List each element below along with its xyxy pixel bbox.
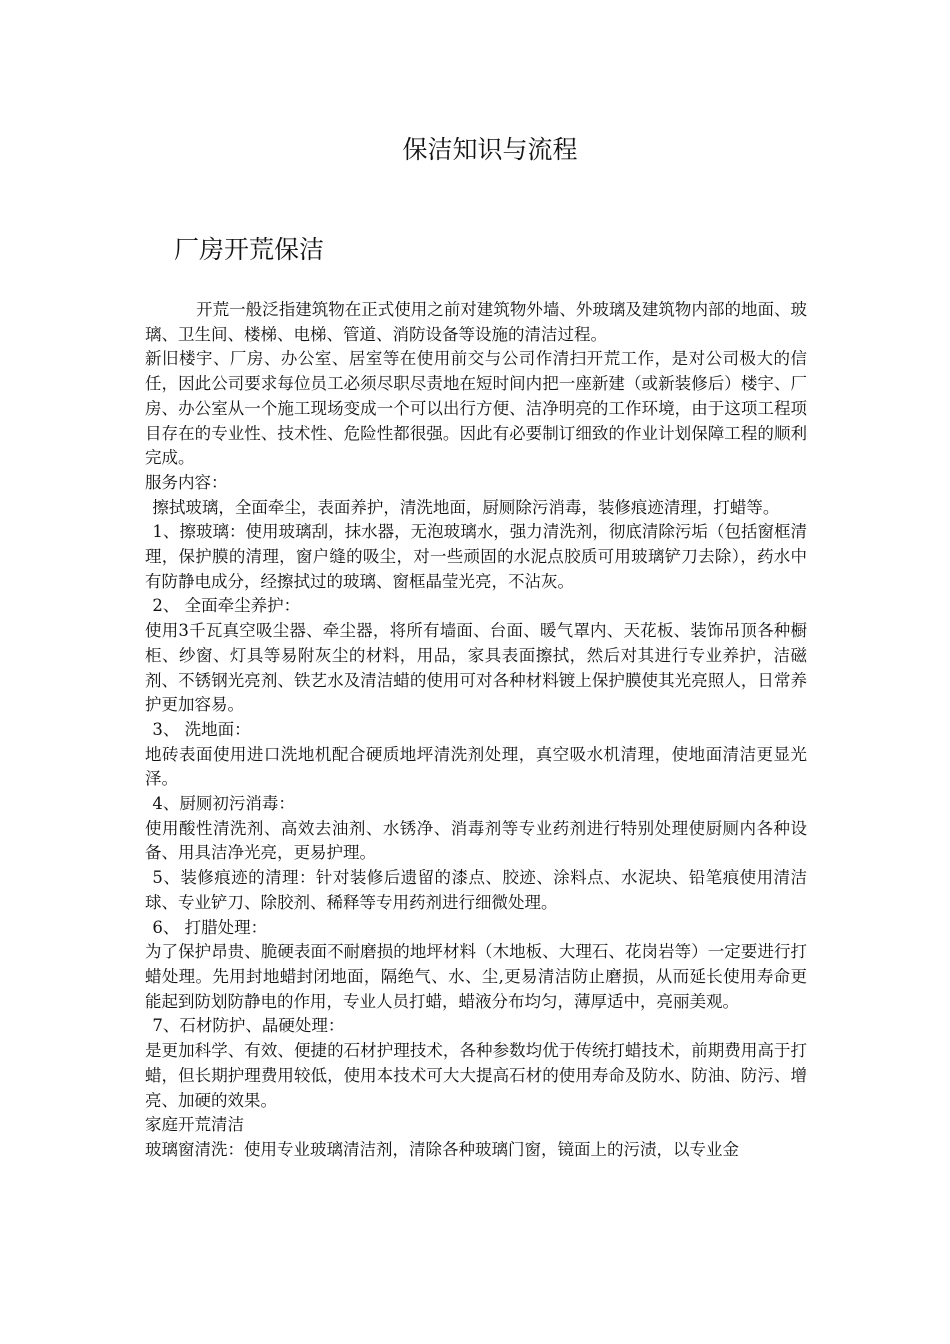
paragraph-item-7-body: 是更加科学、有效、便捷的石材护理技术，各种参数均优于传统打蜡技术，前期费用高于打蜡，但长期护理费用较低，使用本技术可大大提高石材的使用寿命及防水、防油、防污、增亮、加硬的效果。 (145, 1041, 807, 1110)
paragraph-item-6-body: 为了保护昂贵、脆硬表面不耐磨损的地坪材料（木地板、大理石、花岗岩等）一定要进行打蜡处理。先用封地蜡封闭地面，隔绝气、水、尘,更易清洁防止磨损，从而延长使用寿命更能起到防划防静电的作用，专业人员打蜡，蜡液分布均匀，薄厚适中，亮丽美观。 (145, 942, 807, 1011)
paragraph-background: 新旧楼宇、厂房、办公室、居室等在使用前交与公司作清扫开荒工作，是对公司极大的信任，因此公司要求每位员工必须尽职尽责地在短时间内把一座新建（或新装修后）楼宇、厂房、办公室从一个施工现场变成一个可以出行方便、洁净明亮的工作环境，由于这项工程项目存在的专业性、技术性、危险性都很强。因此有必要制订细致的作业计划保障工程的顺利完成。 (145, 349, 807, 468)
paragraph-item-7-heading: 7、石材防护、晶硬处理： (152, 1016, 345, 1036)
paragraph-service-label: 服务内容： (145, 472, 228, 492)
paragraph-item-4-body: 使用酸性清洗剂、高效去油剂、水锈净、消毒剂等专业药剂进行特别处理使厨厕内各种设备、用具洁净光亮，更易护理。 (145, 818, 807, 863)
paragraph-service-summary: 擦拭玻璃，全面牵尘，表面养护，清洗地面，厨厕除污消毒，装修痕迹清理，打蜡等。 (152, 497, 780, 517)
paragraph-item-3-heading: 3、 洗地面： (152, 719, 251, 739)
paragraph-item-1: 1、擦玻璃：使用玻璃刮，抹水器，无泡玻璃水，强力清洗剂，彻底清除污垢（包括窗框清理，保护膜的清理，窗户缝的吸尘，对一些顽固的水泥点胶质可用玻璃铲刀去除），药水中有防静电成分，经擦拭过的玻璃、窗框晶莹光亮，不沾灰。 (145, 522, 807, 591)
paragraph-home-heading: 家庭开荒清洁 (145, 1115, 244, 1135)
document-title: 保洁知识与流程 (402, 135, 578, 164)
paragraph-item-3-body: 地砖表面使用进口洗地机配合硬质地坪清洗剂处理，真空吸水机清理，使地面清洁更显光泽。 (145, 744, 807, 789)
paragraph-item-6-heading: 6、 打腊处理： (152, 917, 268, 937)
paragraph-intro: 开荒一般泛指建筑物在正式使用之前对建筑物外墙、外玻璃及建筑物内部的地面、玻璃、卫生间、楼梯、电梯、管道、消防设备等设施的清洁过程。 (145, 300, 807, 344)
paragraph-item-2-body: 使用3千瓦真空吸尘器、牵尘器，将所有墙面、台面、暖气罩内、天花板、装饰吊顶各种橱柜、纱窗、灯具等易附灰尘的材料，用品，家具表面擦拭，然后对其进行专业养护，洁磁剂、不锈钢光亮剂、铁艺水及清洁蜡的使用可对各种材料镀上保护膜使其光亮照人，日常养护更加容易。 (145, 621, 807, 715)
paragraph-item-5: 5、装修痕迹的清理：针对装修后遗留的漆点、胶迹、涂料点、水泥块、铅笔痕使用清洁球、专业铲刀、除胶剂、稀释等专用药剂进行细微处理。 (145, 868, 807, 912)
paragraph-item-4-heading: 4、厨厕初污消毒： (152, 794, 295, 814)
document-body (145, 298, 807, 1163)
paragraph-item-2-heading: 2、 全面牵尘养护： (152, 596, 301, 616)
paragraph-home-glass: 玻璃窗清洗：使用专业玻璃清洁剂，清除各种玻璃门窗，镜面上的污渍，以专业金 (145, 1139, 739, 1159)
section-heading: 厂房开荒保洁 (174, 235, 325, 264)
